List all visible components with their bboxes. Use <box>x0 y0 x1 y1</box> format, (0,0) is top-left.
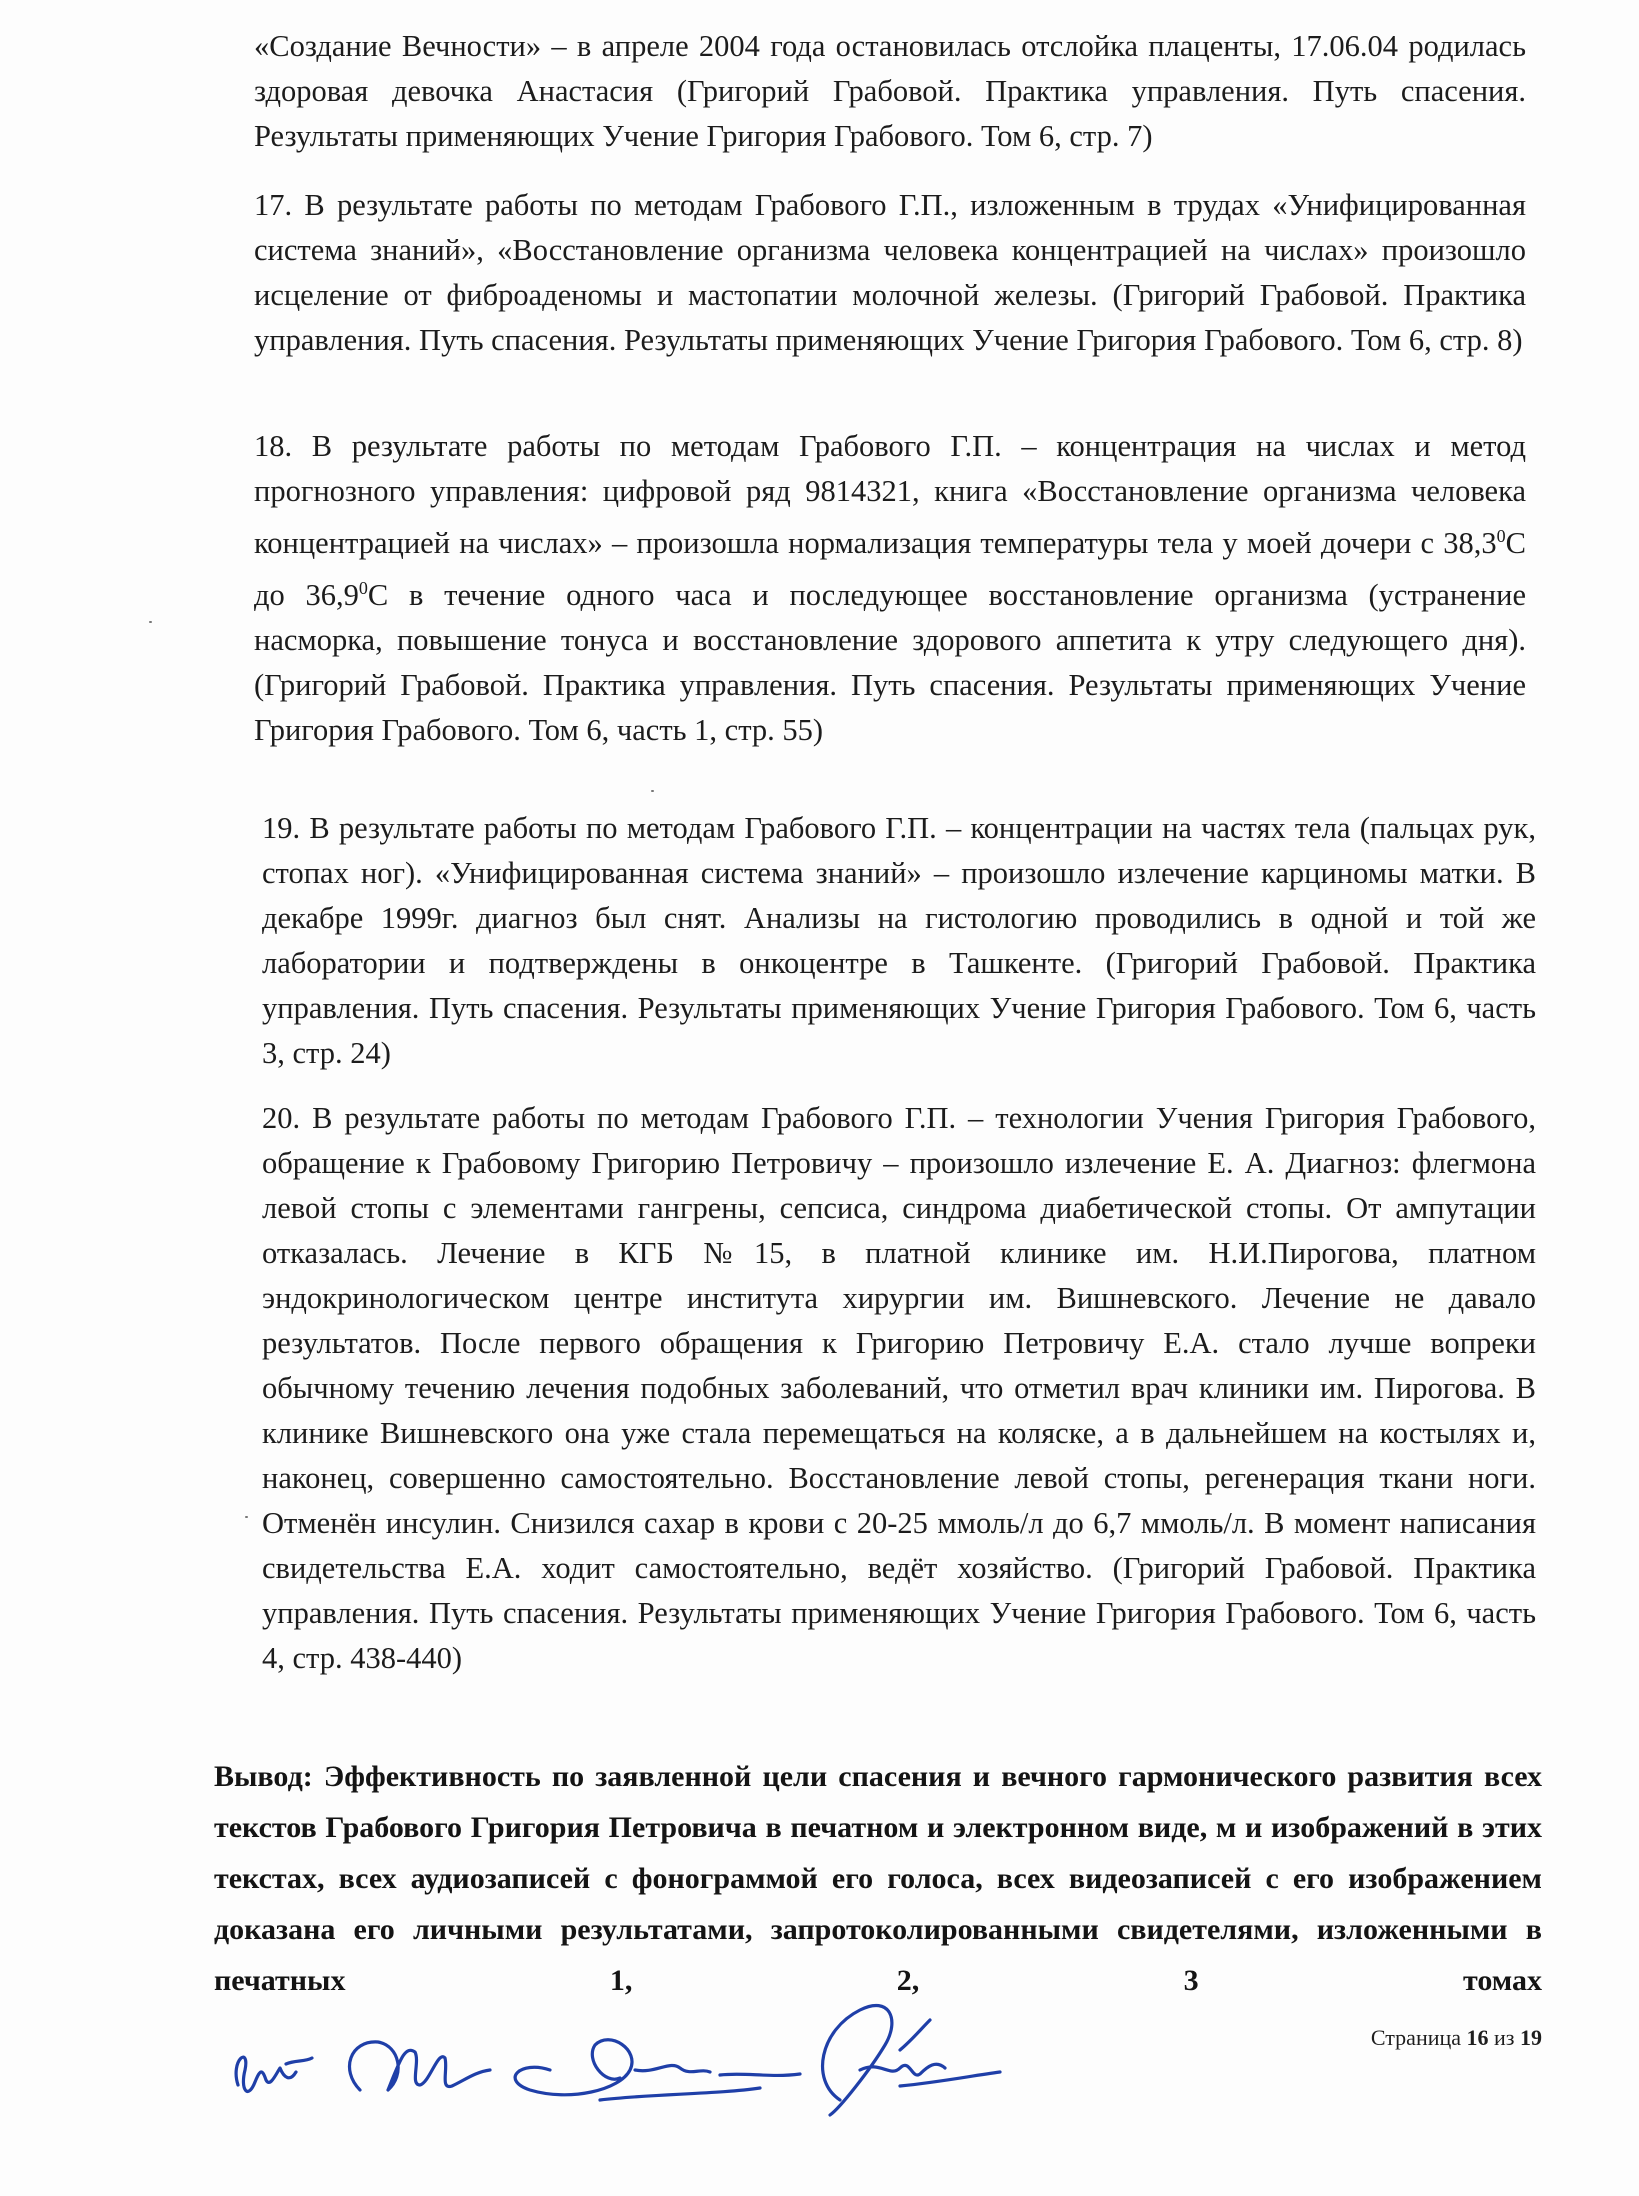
intro-paragraph: «Создание Вечности» – в апреле 2004 года остановилась отслойка плаценты, 17.06.04 родилась здоровая девочка Анастасия (Григорий Грабовой. Практика управления. Путь спасения. Результаты применяющих Учение Григория Грабового. Том 6, стр. 7) <box>254 29 1526 153</box>
signature-2 <box>350 2042 490 2090</box>
testimony-item-20: 20. В результате работы по методам Грабового Г.П. – технологии Учения Григория Грабового, обращение к Грабовому Григорию Петровичу – произошло излечение Е. А. Диагноз: флегмона левой стопы с элементами гангрены, сепсиса, синдрома диабетической стопы. От ампутации отказалась. Лечение в КГБ №15, в платной клинике им. Н.И.Пирогова, платном эндокринологическом центре института хирургии им. Вишневского. Лечение не давало результатов. После первого обращения к Григорию Петровичу Е.А. стало лучше вопреки обычному течению лечения подобных заболеваний, что отметил врач клиники им. Пирогова. В клинике Вишневского она уже стала перемещаться на коляске, а в дальнейшем на костылях и, наконец, совершенно самостоятельно. Восстановление левой стопы, регенерация ткани ноги. Отменён инсулин. Снизился сахар в крови с 20-25 ммоль/л до 6,7 ммоль/л. В момент написания свидетельства Е.А. ходит самостоятельно, ведёт хозяйство. (Григорий Грабовой. Практика управления. Путь спасения. Результаты применяющих Учение Григория Грабового. Том 6, часть 4, стр. 438-440) <box>262 1101 1536 1675</box>
testimony-item-18 <box>254 424 1526 753</box>
scan-speck <box>245 1516 248 1518</box>
signature-4 <box>823 2005 1000 2115</box>
degree-mark: 0 <box>358 578 368 599</box>
testimony-item-19: 19. В результате работы по методам Грабового Г.П. – концентрации на частях тела (пальцах рук, стопах ног). «Унифицированная система знаний» – произошло излечение карциномы матки. В декабре 1999г. диагноз был снят. Анализы на гистологию проводились в одной и той же лаборатории и подтверждены в онкоцентре в Ташкенте. (Григорий Грабовой. Практика управления. Путь спасения. Результаты применяющих Учение Григория Грабового. Том 6, часть 3, стр. 24) <box>262 811 1536 1070</box>
page-current: 16 <box>1466 2025 1489 2050</box>
scan-speck <box>651 790 654 792</box>
page-separator: из <box>1494 2025 1515 2050</box>
testimony-item-17: 17. В результате работы по методам Грабового Г.П., изложенным в трудах «Унифицированная система знаний», «Восстановление организма человека концентрацией на числах» произошло исцеление от фиброаденомы и мастопатии молочной железы. (Григорий Грабовой. Практика управления. Путь спасения. Результаты применяющих Учение Григория Грабового. Том 6, стр. 8) <box>254 188 1526 357</box>
signatures <box>200 1990 1340 2140</box>
item-18-text-part2: С до 36,9 <box>254 526 1526 613</box>
item-18-text-part1: 18. В результате работы по методам Грабового Г.П. – концентрация на числах и метод прогнозного управления: цифровой ряд 9814321, книга «Восстановление организма человека концентрацией на числах» – произошла нормализация температуры тела у моей дочери с 38,3 <box>254 429 1526 561</box>
signature-1 <box>236 2057 312 2091</box>
degree-mark: 0 <box>1496 526 1506 546</box>
page-prefix: Страница <box>1370 2025 1462 2050</box>
scan-speck <box>149 621 152 623</box>
conclusion-paragraph: Вывод: Эффективность по заявленной цели спасения и вечного гармонического развития всех текстов Грабового Григория Петровича в печатном и электронном виде, м и изображений в этих текстах, всех аудиозаписей с фонограммой его голоса, всех видеозаписей с его изображением доказана его личными результатами, запротоколированными свидетелями, изложенными в печатных 1, 2, 3 томах <box>214 1760 1542 1997</box>
signature-3 <box>515 2040 800 2095</box>
item-18-text-part3: С в течение одного часа и последующее восстановление организма (устранение насморка, повышение тонуса и восстановление здорового аппетита к утру следующего дня). (Григорий Грабовой. Практика управления. Путь спасения. Результаты применяющих Учение Григория Грабового. Том 6, часть 1, стр. 55) <box>254 578 1526 748</box>
page-number <box>1371 2025 1542 2051</box>
page-total: 19 <box>1520 2025 1542 2050</box>
